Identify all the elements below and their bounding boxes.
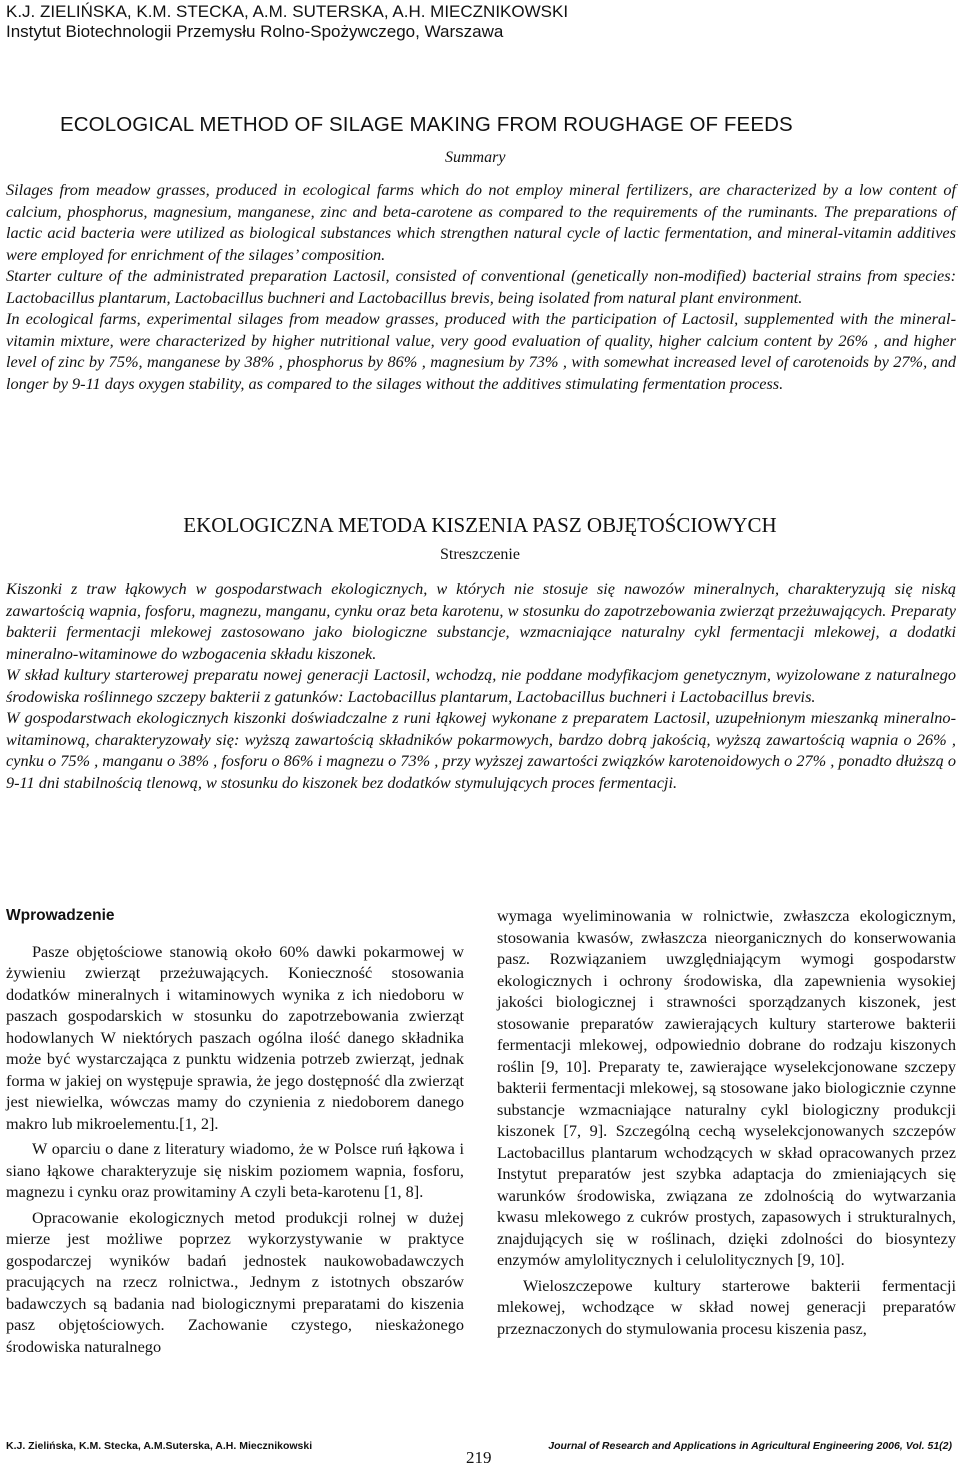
body-left-column [6,905,464,1361]
english-abstract-paragraph: In ecological farms, experimental silages from meadow grasses, produced with the participation of Lactosil, supplemented with the mineral-vitamin mixture, were characterized by higher nutritional value, very good evaluation of quality, higher calcium content by 26% , and higher level of zinc by 75%, manganese by 38% , phosphorus by 86% , magnesium by 73% , with somewhat increased level of carotenoids by 27%, and longer by 9-11 days oxygen stability, as compared to the silages without the additives stimulating fermentation process. [6,309,956,393]
polish-abstract [6,578,956,793]
affiliation: Instytut Biotechnologii Przemysłu Rolno-Spożywczego, Warszawa [6,22,504,41]
polish-abstract-paragraph: W gospodarstwach ekologicznych kiszonki doświadczalne z runi łąkowej wykonane z preparatem Lactosil, uzupełnionym mieszanką mineralno-witaminową, charakteryzowały się: wyższą zawartością składników pokarmowych, bardzo dobrą jakością, wyższą zawartością wapnia o 26% , cynku o 75% , manganu o 38% , fosforu o 86% i magnezu o 73% , przy wyższej zawartości związków karotenoidowych o 27% , ponadto dłuższą o 9-11 dni stabilnością tlenową, w stosunku do kiszonek bez dodatków stymulujących proces fermentacji. [6,708,956,792]
body-paragraph: Opracowanie ekologicznych metod produkcji rolnej w dużej mierze jest możliwe poprzez wykorzystywanie w praktyce gospodarczej wyników badań jednostek naukowobadawczych pracujących na rzecz rolnictwa., Jednym z istotnych obszarów badawczych są badania nad biologicznymi preparatami do kiszenia pasz objętościowych. Zachowanie czystego, nieskażonego środowiska naturalnego [6,1207,464,1356]
body-right-column [497,905,956,1343]
section-heading: Wprowadzenie [6,907,115,924]
page-number: 219 [466,1448,492,1467]
english-abstract [6,179,956,394]
english-abstract-paragraph: Silages from meadow grasses, produced in ecological farms which do not employ mineral fertilizers, are characterized by a low content of calcium, phosphorus, magnesium, manganese, zinc and beta-carotene as compared to the requirements of the ruminants. The preparations of lactic acid bacteria were utilized as biological substances which strengthen natural cycle of lactic fermentation, and mineral-vitamin additives were employed for enrichment of the silages’ composition. [6,180,956,264]
streszczenie-label: Streszczenie [440,546,520,563]
footer-authors: K.J. Zielińska, K.M. Stecka, A.M.Suterska, A.H. Miecznikowski [6,1440,313,1452]
footer-journal: Journal of Research and Applications in Agricultural Engineering 2006, Vol. 51(2) [548,1440,952,1452]
polish-abstract-paragraph: Kiszonki z traw łąkowych w gospodarstwach ekologicznych, w których nie stosuje się nawozów mineralnych, charakteryzują się niską zawartością wapnia, fosforu, magnezu, manganu, cynku oraz beta karotenu, w stosunku do zapotrzebowania zwierząt przeżuwających. Preparaty bakterii fermentacji mlekowej zastosowano jako biologiczne substancje, wzmacniające naturalny cykl fermentacji mlekowej, a dodatki mineralno-witaminowe do wzbogacenia składu kiszonek. [6,579,956,663]
body-paragraph: wymaga wyeliminowania w rolnictwie, zwłaszcza ekologicznym, stosowania kwasów, zwłaszcza nieorganicznych do konserwowania pasz. Rozwiązaniem uwzględniającym wymogi gospodarstw ekologicznych i ochrony środowiska, dla zapewnienia wysokiej jakości biologicznej i strawności sporządzanych kiszonek, jest stosowanie preparatów zawierających kultury starterowe bakterii fermentacji mlekowej, odpowiednio dobrane do rodzaju kiszonych roślin [9, 10]. Preparaty te, zawierające wyselekcjonowane szczepy bakterii fermentacji mlekowej, są stosowane jako biologicznie czynne substancje wzmacniające naturalny cykl biologiczny produkcji kiszonek [7, 9]. Szczególną cechą wyselekcjonowanych szczepów Lactobacillus plantarum wchodzących w skład opracowanych przez Instytut preparatów jest szybka adaptacja do zmieniających się warunków środowiska, związana ze zdolnością do wytwarzania kwasu mlekowego z cukrów prostych, zapasowych i strukturalnych, znajdujących się w roślinach, dzięki zdolności do biosyntezy enzymów amylolitycznych i celulolitycznych [9, 10]. [497,906,956,1269]
body-paragraph: Wieloszczepowe kultury starterowe bakterii fermentacji mlekowej, wchodzące w skład nowej generacji preparatów przeznaczonych do stymulowania procesu kiszenia pasz, [497,1275,956,1338]
body-paragraph: W oparciu o dane z literatury wiadomo, że w Polsce ruń łąkowa i siano łąkowe charakteryzuje się niskim poziomem wapnia, fosforu, magnezu i cynku oraz prowitaminy A czyli beta-karotenu [1, 8]. [6,1139,464,1201]
polish-abstract-paragraph: W skład kultury starterowej preparatu nowej generacji Lactosil, wchodzą, nie poddane modyfikacjom genetycznym, wyizolowane z naturalnego środowiska roślinnego szczepy bakterii z gatunków: Lactobacillus plantarum, Lactobacillus buchneri i Lactobacillus brevis. [6,665,956,706]
author-list: K.J. ZIELIŃSKA, K.M. STECKA, A.M. SUTERSKA, A.H. MIECZNIKOWSKI [6,2,569,21]
summary-label: Summary [445,149,506,166]
english-abstract-paragraph: Starter culture of the administrated preparation Lactosil, consisted of conventional (genetically non-modified) bacterial strains from species: Lactobacillus plantarum, Lactobacillus buchneri and Lactobacillus brevis, being isolated from natural plant environment. [6,266,956,307]
polish-title: EKOLOGICZNA METODA KISZENIA PASZ OBJĘTOŚCIOWYCH [183,513,777,537]
body-paragraph: Pasze objętościowe stanowią około 60% dawki pokarmowej w żywieniu zwierząt przeżuwających. Konieczność stosowania dodatków mineralnych i witaminowych wynika z ich niedoboru w paszach gospodarskich w stosunku do zapotrzebowania zwierząt hodowlanych W niektórych paszach ogólna ilość danego składnika może być wystarczająca z punktu widzenia potrzeb zwierząt, jednak forma w jakiej on występuje sprawia, że jego dostępność dla zwierząt jest niewielka, wówczas mamy do czynienia z niedoborem danego makro lub mikroelementu.[1, 2]. [6,941,464,1133]
english-title: ECOLOGICAL METHOD OF SILAGE MAKING FROM ROUGHAGE OF FEEDS [60,113,793,136]
